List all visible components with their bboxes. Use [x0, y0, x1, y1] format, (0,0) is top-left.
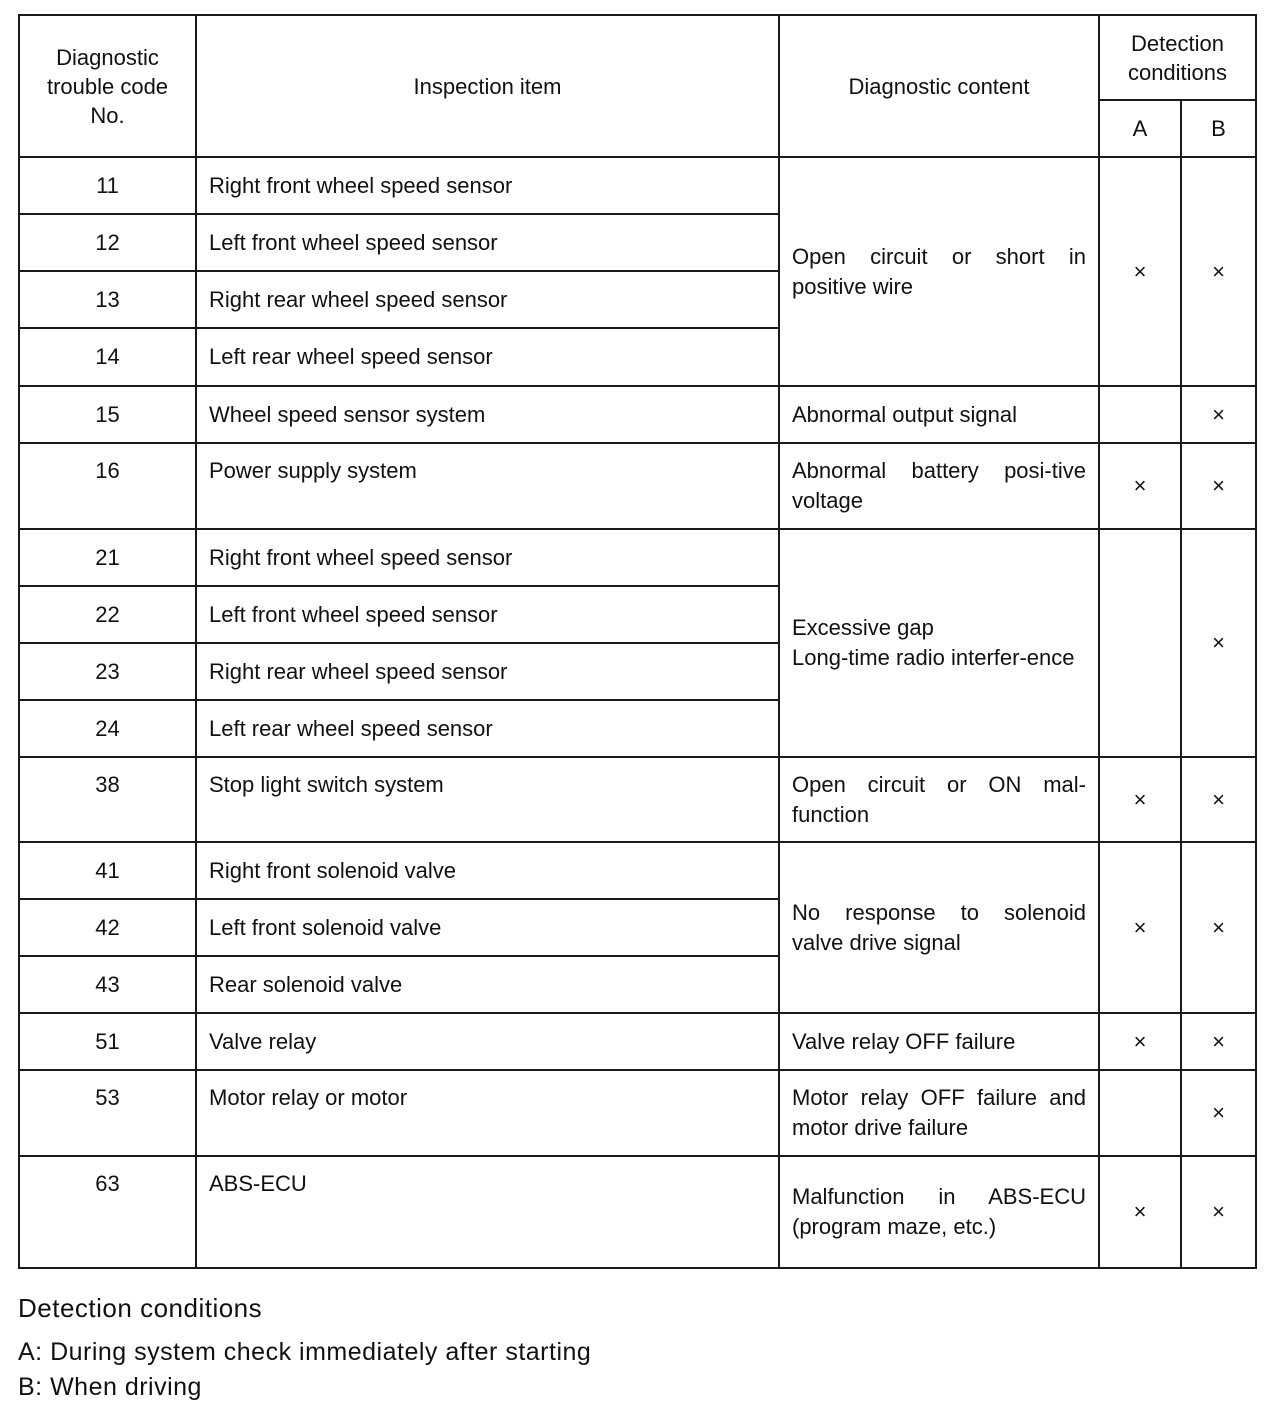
table-row [19, 443, 1256, 529]
item-cell: Motor relay or motor [196, 1070, 779, 1156]
item-cell: Right front wheel speed sensor [196, 529, 779, 586]
dtc-table [18, 14, 1257, 1269]
table-row [19, 386, 1256, 443]
content-cell [779, 529, 1099, 757]
header-condition-b: B [1181, 100, 1256, 157]
item-cell: Left front wheel speed sensor [196, 214, 779, 271]
condition-b-mark: × [1181, 529, 1256, 757]
item-cell: Right rear wheel speed sensor [196, 271, 779, 328]
condition-b-mark: × [1181, 1070, 1256, 1156]
item-cell: Wheel speed sensor system [196, 386, 779, 443]
content-cell: Abnormal output signal [779, 386, 1099, 443]
content-cell: Abnormal battery posi-tive voltage [779, 443, 1099, 529]
table-row [19, 1013, 1256, 1070]
code-cell: 22 [19, 586, 196, 643]
content-cell: Malfunction in ABS-ECU (program maze, etc.) [779, 1156, 1099, 1268]
item-cell: Left front wheel speed sensor [196, 586, 779, 643]
item-cell: Stop light switch system [196, 757, 779, 842]
content-cell: Valve relay OFF failure [779, 1013, 1099, 1070]
code-cell: 11 [19, 157, 196, 214]
item-cell: ABS-ECU [196, 1156, 779, 1268]
code-cell: 63 [19, 1156, 196, 1268]
condition-a-mark: × [1099, 443, 1181, 529]
item-cell: Left rear wheel speed sensor [196, 328, 779, 386]
item-cell: Right front solenoid valve [196, 842, 779, 899]
code-cell: 23 [19, 643, 196, 700]
condition-a-mark: × [1099, 842, 1181, 1013]
table-header [19, 15, 1256, 157]
table-row [19, 757, 1256, 842]
condition-a-mark [1099, 1070, 1181, 1156]
header-condition-a: A [1099, 100, 1181, 157]
condition-a-mark: × [1099, 1013, 1181, 1070]
table-row [19, 529, 1256, 586]
code-cell: 12 [19, 214, 196, 271]
code-cell: 16 [19, 443, 196, 529]
condition-b-mark: × [1181, 386, 1256, 443]
header-detection-conditions: Detection conditions [1099, 15, 1256, 100]
content-cell: No response to solenoid valve drive signal [779, 842, 1099, 1013]
code-cell: 41 [19, 842, 196, 899]
code-cell: 42 [19, 899, 196, 956]
condition-a-mark [1099, 386, 1181, 443]
content-cell: Open circuit or ON mal-function [779, 757, 1099, 842]
item-cell: Rear solenoid valve [196, 956, 779, 1013]
code-cell: 15 [19, 386, 196, 443]
item-cell: Left front solenoid valve [196, 899, 779, 956]
item-cell: Right rear wheel speed sensor [196, 643, 779, 700]
condition-b-mark: × [1181, 757, 1256, 842]
content-cell: Motor relay OFF failure and motor drive failure [779, 1070, 1099, 1156]
table-row [19, 842, 1256, 899]
code-cell: 51 [19, 1013, 196, 1070]
code-cell: 13 [19, 271, 196, 328]
condition-a-mark: × [1099, 157, 1181, 386]
item-cell: Valve relay [196, 1013, 779, 1070]
item-cell: Right front wheel speed sensor [196, 157, 779, 214]
legend-condition-b: B: When driving [18, 1373, 202, 1401]
condition-a-mark [1099, 529, 1181, 757]
header-code: Diagnostic trouble code No. [19, 15, 196, 157]
condition-b-mark: × [1181, 842, 1256, 1013]
legend-condition-a: A: During system check immediately after starting [18, 1338, 592, 1366]
legend-title: Detection conditions [18, 1293, 263, 1323]
content-cell: Open circuit or short in positive wire [779, 157, 1099, 386]
content-line: Long-time radio interfer-ence [792, 645, 1075, 670]
table-row [19, 157, 1256, 214]
condition-b-mark: × [1181, 443, 1256, 529]
code-cell: 14 [19, 328, 196, 386]
table-row [19, 1156, 1256, 1268]
code-cell: 21 [19, 529, 196, 586]
table-row [19, 1070, 1256, 1156]
code-cell: 38 [19, 757, 196, 842]
content-line: Excessive gap [792, 615, 934, 640]
condition-a-mark: × [1099, 1156, 1181, 1268]
condition-a-mark: × [1099, 757, 1181, 842]
condition-b-mark: × [1181, 1013, 1256, 1070]
header-diagnostic-content: Diagnostic content [779, 15, 1099, 157]
code-cell: 43 [19, 956, 196, 1013]
header-inspection-item: Inspection item [196, 15, 779, 157]
code-cell: 24 [19, 700, 196, 757]
condition-b-mark: × [1181, 157, 1256, 386]
code-cell: 53 [19, 1070, 196, 1156]
item-cell: Power supply system [196, 443, 779, 529]
condition-b-mark: × [1181, 1156, 1256, 1268]
item-cell: Left rear wheel speed sensor [196, 700, 779, 757]
